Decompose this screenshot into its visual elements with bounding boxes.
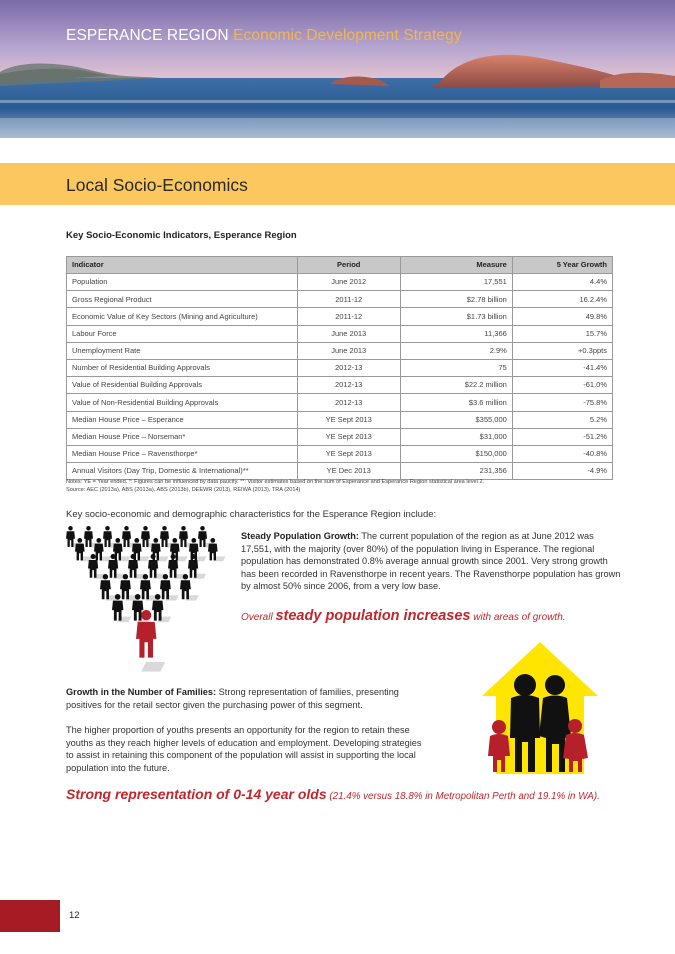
families-text: Strong representation of families, presenting positives for the retail sector given the purchasing power of this segment. xyxy=(66,687,399,710)
table-cell: 2011-12 xyxy=(297,291,400,308)
person-shadow xyxy=(163,595,180,600)
table-cell: $150,000 xyxy=(400,445,512,462)
table-row xyxy=(67,325,613,342)
table-notes xyxy=(66,478,484,494)
population-paragraph xyxy=(241,530,621,593)
table-cell: 2012-13 xyxy=(297,359,400,376)
table-row xyxy=(67,308,613,325)
table-cell: -75.8% xyxy=(512,394,612,411)
table-cell: 4.4% xyxy=(512,274,612,291)
indicators-table xyxy=(66,256,613,480)
crowd-icon xyxy=(66,524,236,679)
person-shadow xyxy=(138,662,168,672)
page-tab xyxy=(0,900,60,932)
table-row xyxy=(67,359,613,376)
table-header-row xyxy=(67,257,613,274)
person-shadow xyxy=(155,617,173,623)
table-row xyxy=(67,274,613,291)
table-cell: 16.2.4% xyxy=(512,291,612,308)
table-cell: Number of Residential Building Approvals xyxy=(67,359,298,376)
column-header: Measure xyxy=(400,257,512,274)
callout-post: (21.4% versus 18.8% in Metropolitan Perth and 19.1% in WA). xyxy=(329,791,600,802)
table-cell: Population xyxy=(67,274,298,291)
table-cell: $2.78 billion xyxy=(400,291,512,308)
families-paragraph xyxy=(66,686,426,711)
youth-paragraph: The higher proportion of youths presents an opportunity for the region to retain these youths as they reach higher levels of education and employment. Developing strategies to assist in retaining this component of the population will assist in supporting the local population into the future. xyxy=(66,725,422,773)
intro-text: Key socio-economic and demographic characteristics for the Esperance Region include: xyxy=(66,509,437,520)
table-cell: YE Sept 2013 xyxy=(297,428,400,445)
column-header: 5 Year Growth xyxy=(512,257,612,274)
family-house-icon xyxy=(480,640,600,780)
table-cell: Labour Force xyxy=(67,325,298,342)
notes-text: Notes: YE = Year ended. *: Figures can be influenced by data paucity. **: Visitor estimates based on the sum of Esperance and Esperance Region statistical area level 2. xyxy=(66,479,485,485)
table-cell: June 2013 xyxy=(297,325,400,342)
table-cell: 2012-13 xyxy=(297,377,400,394)
youth-callout xyxy=(66,786,600,802)
table-row xyxy=(67,291,613,308)
table-cell: -4.9% xyxy=(512,463,612,480)
table-row xyxy=(67,377,613,394)
table-row xyxy=(67,411,613,428)
table-cell: Gross Regional Product xyxy=(67,291,298,308)
table-cell: $1.73 billion xyxy=(400,308,512,325)
table-cell: YE Sept 2013 xyxy=(297,411,400,428)
table-cell: YE Dec 2013 xyxy=(297,463,400,480)
table-cell: +0.3ppts xyxy=(512,342,612,359)
table-title: Key Socio-Economic Indicators, Esperance Region xyxy=(66,230,297,241)
table-row xyxy=(67,342,613,359)
header-banner xyxy=(0,0,675,138)
table-cell: 2011-12 xyxy=(297,308,400,325)
table-cell: -40.8% xyxy=(512,445,612,462)
table-cell: Unemployment Rate xyxy=(67,342,298,359)
table-cell: June 2013 xyxy=(297,342,400,359)
person-shadow xyxy=(183,595,200,600)
coastal-landscape-image xyxy=(0,0,675,138)
callout-bold: Strong representation of 0-14 year olds xyxy=(66,786,327,802)
table-cell: $355,000 xyxy=(400,411,512,428)
table-cell: 231,356 xyxy=(400,463,512,480)
table-cell: 2012-13 xyxy=(297,394,400,411)
table-cell: $3.6 million xyxy=(400,394,512,411)
table-cell: -41.4% xyxy=(512,359,612,376)
families-heading: Growth in the Number of Families: xyxy=(66,687,217,697)
table-cell: Value of Residential Building Approvals xyxy=(67,377,298,394)
person-shadow xyxy=(115,617,133,623)
table-cell: -61.0% xyxy=(512,377,612,394)
table-cell: YE Sept 2013 xyxy=(297,445,400,462)
table-cell: $31,000 xyxy=(400,428,512,445)
title-strategy: Economic Development Strategy xyxy=(233,27,462,44)
document-title xyxy=(66,27,462,45)
table-cell: 2.9% xyxy=(400,342,512,359)
column-header: Period xyxy=(297,257,400,274)
table-cell: -51.2% xyxy=(512,428,612,445)
table-row xyxy=(67,428,613,445)
table-cell: Value of Non-Residential Building Approvals xyxy=(67,394,298,411)
callout-pre: Overall xyxy=(241,612,273,623)
table-cell: $22.2 million xyxy=(400,377,512,394)
table-cell: Annual Visitors (Day Trip, Domestic & International)** xyxy=(67,463,298,480)
table-row xyxy=(67,394,613,411)
table-cell: 11,366 xyxy=(400,325,512,342)
population-text: The current population of the region as at June 2012 was 17,551, with the majority (over 80%) of the population living in Esperance. The regional population has demonstrated 0.8% average annual growth since 2001. Very strong growth has been recorded in Ravensthorpe in recent years. The Ravensthorpe population has grown by almost 50% since 2006, from a very low base. xyxy=(241,531,621,592)
table-cell: 75 xyxy=(400,359,512,376)
table-cell: 15.7% xyxy=(512,325,612,342)
source-text: Source: AEC (2013a), ABS (2013a), ABS (2013b), DEEWR (2013), REIWA (2013), TRA (2014) xyxy=(66,487,301,493)
callout-bold: steady population increases xyxy=(275,608,471,624)
table-cell: June 2012 xyxy=(297,274,400,291)
table-cell: Economic Value of Key Sectors (Mining and Agriculture) xyxy=(67,308,298,325)
table-cell: Median House Price – Esperance xyxy=(67,411,298,428)
table-cell: 5.2% xyxy=(512,411,612,428)
table-cell: 17,551 xyxy=(400,274,512,291)
callout-post: with areas of growth. xyxy=(473,612,566,623)
table-cell: 49.8% xyxy=(512,308,612,325)
population-callout xyxy=(241,608,566,624)
population-heading: Steady Population Growth: xyxy=(241,531,359,541)
table-cell: Median House Price – Norseman* xyxy=(67,428,298,445)
table-row xyxy=(67,445,613,462)
column-header: Indicator xyxy=(67,257,298,274)
table-cell: Median House Price – Ravensthorpe* xyxy=(67,445,298,462)
title-region: ESPERANCE REGION xyxy=(66,27,229,44)
section-title: Local Socio-Economics xyxy=(66,175,248,195)
page-number: 12 xyxy=(69,910,80,921)
